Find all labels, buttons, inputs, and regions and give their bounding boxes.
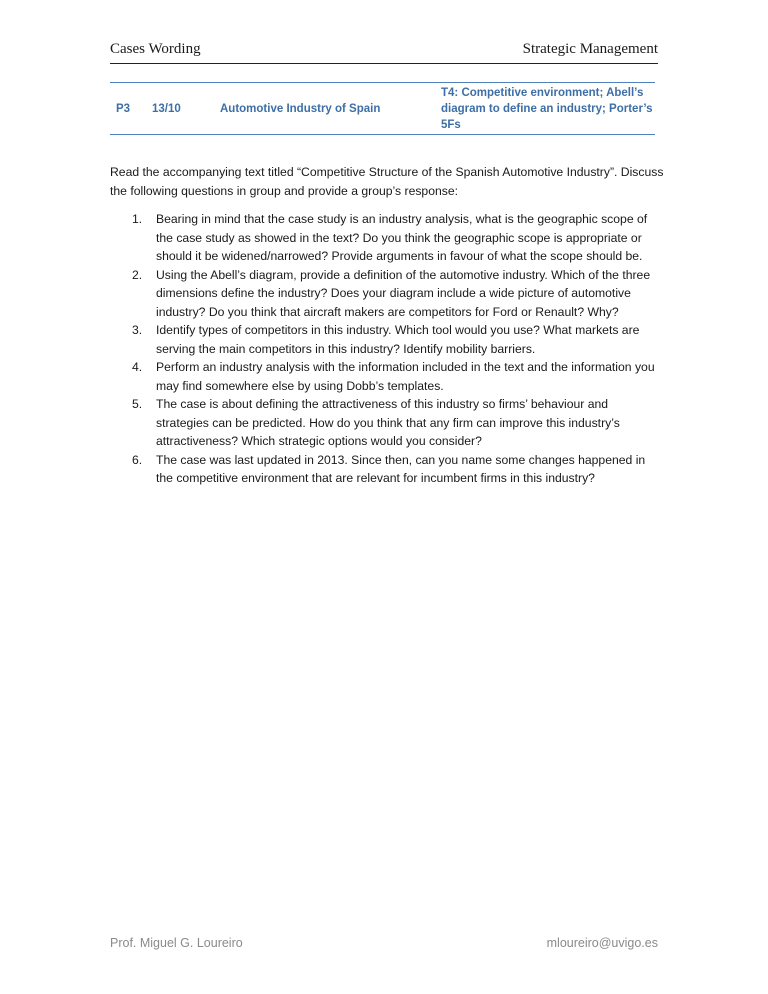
- question-text: The case is about defining the attractiveness of this industry so firms’ behaviour and strategies can be predicted. How do you think that any firm can improve this industry’s attractiveness? Which strategic options would you consider?: [156, 397, 620, 448]
- header-course-doc: Cases Wording: [110, 41, 201, 57]
- question-text: Identify types of competitors in this industry. Which tool would you use? What markets are serving the main competitors in this industry? Identify mobility barriers.: [156, 323, 640, 356]
- session-code: P3: [116, 102, 131, 115]
- question-number: 1.: [132, 212, 143, 226]
- question-item: [110, 358, 662, 395]
- question-text: Perform an industry analysis with the information included in the text and the information you may find somewhere else by using Dobb’s templates.: [156, 360, 655, 393]
- header-subject: Strategic Management: [522, 41, 658, 57]
- question-number: 4.: [132, 360, 143, 374]
- session-info-table: [110, 82, 655, 135]
- question-number: 6.: [132, 452, 143, 467]
- session-date: 13/10: [152, 102, 181, 115]
- question-item: [110, 210, 662, 266]
- question-text: Bearing in mind that the case study is an industry analysis, what is the geographic scope of the case study as showed in the text? Do you think the geographic scope is appropriate or should it be widened/narrowed? Provide arguments in favour of what the scope should be.: [156, 212, 648, 263]
- question-item: [110, 451, 662, 488]
- question-item: [110, 266, 662, 322]
- question-item: [110, 321, 662, 358]
- footer-email: mloureiro@uvigo.es: [546, 936, 658, 950]
- question-text: Using the Abell’s diagram, provide a definition of the automotive industry. Which of the three dimensions define the industry? Does your diagram include a wide picture of automotive industry? Do you think that aircraft makers are competitors for Ford or Renault? Why?: [156, 267, 651, 319]
- footer-author: Prof. Miguel G. Loureiro: [110, 936, 243, 950]
- session-topic: T4: Competitive environment; Abell’s diagram to define an industry; Porter’s 5Fs: [441, 86, 653, 131]
- question-number: 5.: [132, 397, 143, 411]
- question-number: 3.: [132, 323, 143, 337]
- case-title: Automotive Industry of Spain: [220, 102, 381, 115]
- question-list: [110, 210, 662, 488]
- question-number: 2.: [132, 267, 143, 282]
- page-header: [110, 41, 658, 64]
- intro-paragraph: Read the accompanying text titled “Competitive Structure of the Spanish Automotive Industry”. Discuss the following questions in group and provide a group’s response:: [110, 165, 664, 198]
- question-item: [110, 395, 662, 451]
- question-text: The case was last updated in 2013. Since then, can you name some changes happened in the competitive environment that are relevant for incumbent firms in this industry?: [156, 452, 646, 485]
